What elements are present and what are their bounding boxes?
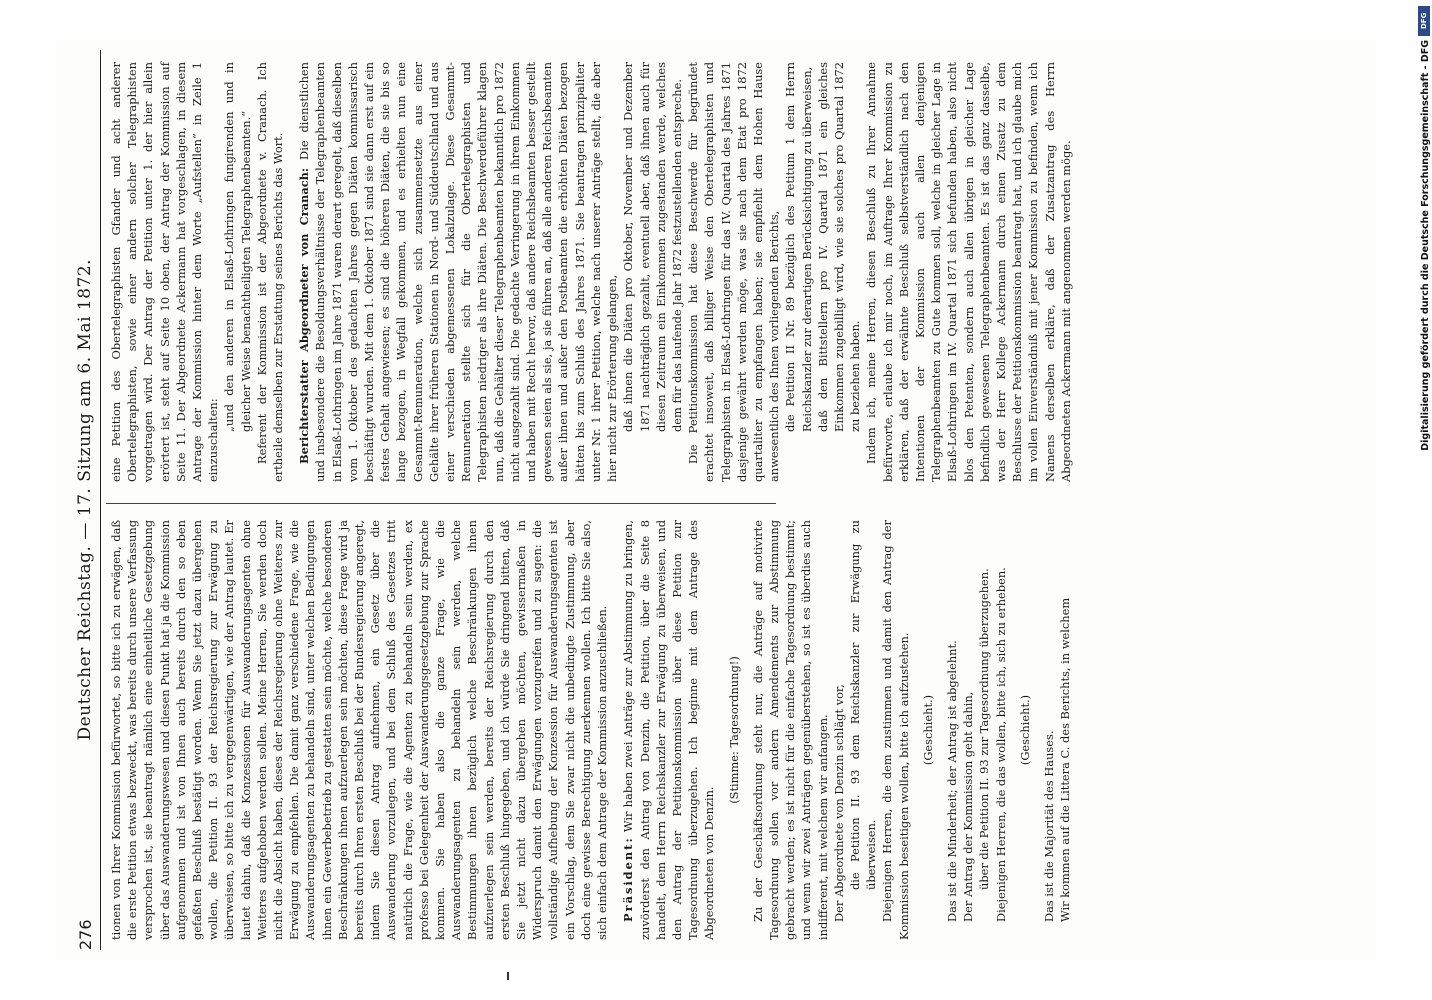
dfg-sidebar (1416, 0, 1432, 1000)
quoted-amendment: „und den anderen in Elsaß-Lothringen fungirenden und in gleicher Weise benachtheiligten Telegraphenbeamten.“ (222, 62, 253, 432)
president-paragraph (620, 520, 717, 940)
page-number: 276 (75, 919, 95, 950)
rapporteur-paragraph (296, 62, 620, 482)
paragraph: Indem ich, meine Herren, diesen Beschluß zu Ihrer Annahme befürworte, erlaube ich mir noch, im Auftrage Ihrer Kommission zu erklären, daß der erwähnte Beschluß selbstverständlich nach den Intentionen der Kommission auch allen denjenigen Telegraphenbeamten zu Gute kommen soll, welche in gleicher Lage in Elsaß-Lothringen im IV. Quartal 1871 sich befunden haben, also nicht blos den Petenten, sondern auch allen übrigen in gleicher Lage befindlich gewesenen Telegraphenbeamten. Es ist das ganz dasselbe, was der Herr Kollege Ackermann durch einen Zusatz zu dem Beschlusse der Petitionskommission beantragt hat, und ich glaube mich im vollen Einverständniß mit jener Kommission zu befinden, wenn ich Namens derselben erkläre, daß der Zusatzantrag des Herrn Abgeordneten Ackermann mit angenommen werden möge. (864, 62, 1073, 482)
interjection: (Stimme: Tagesordnung!) (726, 656, 741, 804)
speaker-name: Berichterstatter Abgeordneter von Cranach: (297, 167, 312, 464)
speaker-name: Präsident: (621, 836, 636, 922)
paragraph: Die Petitionskommission hat diese Beschwerde für begründet erachtet insoweit, daß billiger Weise den Obertelegraphisten und Telegraphisten in Elsaß-Lothringen für das IV. Quartal des Jahres 1871 dasjenige gewährt werden möge, was sie nach dem Etat pro 1872 quartaliter zu empfangen haben; sie empfiehlt dem Hohen Hause anwesentlich des Ihnen vorliegenden Berichts, (686, 62, 782, 482)
column-divider (106, 503, 776, 504)
quoted-motion: über die Petition II. 93 zur Tagesordnung überzugehen. (977, 568, 992, 890)
paragraph: eine Petition des Obertelegraphisten Gfander und acht anderer Obertelegraphisten, sowie einer andern solcher Telegraphisten vorgetragen wird. Der Antrag der Petition unter 1. der hier allein erörtert ist, steht auf Seite 10 oben, der Antrag der Kommission auf Seite 11. Der Abgeordnete Ackermann hat vorgeschlagen, in diesem Antrage der Kommission hinter dem Worte „Aufstellen“ in Zeile 1 einzuschalten: (109, 62, 221, 482)
quoted-motion: daß den Bittstellern pro IV. Quartal 1871 ein gleiches Einkommen zugebilligt wird, wie sie solches pro Quartal 1872 zu beziehen haben. (815, 62, 863, 432)
paragraph: Der Abgeordnete von Denzin schlägt vor, (831, 684, 846, 922)
quoted-motion: die Petition II Nr. 89 bezüglich des Petitum 1 dem Herrn Reichskanzler zur derartigen Berücksichtigung zu überweisen, (783, 62, 814, 432)
right-column (108, 62, 1340, 482)
left-column (108, 520, 1340, 940)
document-page (56, 40, 1376, 960)
dfg-credit-text: Digitalisierung gefördert durch die Deutsche Forschungsgemeinschaft - DFG (1420, 40, 1431, 451)
speech-text: Wir haben zwei Anträge zur Abstimmung zu bringen, zuvörderst den Antrag von Denzin, die Petition, über die Seite 8 handelt, dem Herrn Reichskanzler zur Erwägung zu überweisen, und den Antrag der Petitionskommission über diese Petition zur Tagesordnung überzugehen. Ich beginne mit dem Antrage des Abgeordneten von Denzin. (621, 520, 717, 940)
paragraph: Diejenigen Herren, die das wollen, bitte ich, sich zu erheben. (993, 567, 1008, 922)
dfg-logo: DFG (1418, 6, 1430, 36)
paragraph: Wir kommen auf die Littera C. des Berichts, in welchem (1058, 597, 1073, 922)
paragraph: Zu der Geschäftsordnung steht nur, die Anträge auf motivirte Tagesordnung sollen vor andern Amendements zur Abstimmung gebracht werden; es ist nicht für die einfache Tagesordnung bestimmt; und wenn wir zwei Anträgen gegenüberstehen, so ist es überdies auch indifferent, mit welchem wir anfangen. (750, 520, 830, 940)
paragraph: tionen von Ihrer Kommission befürwortet, so bitte ich zu erwägen, daß die erste Petition etwas bezweckt, was bereits durch unsere Verfassung versprochen ist, sie beantragt nämlich eine einheitliche Gesetzgebung über das Auswanderungswesen und diesen Punkt hat ja die Kommission aufgenommen und ist von Ihnen auch bereits durch den so eben gefaßten Beschluß bestätigt worden. Wenn Sie jetzt dazu übergehen wollen, die Petition II. 93 der Reichsregierung zur Erwägung zu überweisen, so bitte ich zu vergegenwärtigen, wie der Antrag lautet. Er lautet dahin, daß die Konzessionen für Auswanderungsagenten ohne Weiteres aufgehoben werden sollen. Meine Herren, Sie werden doch nicht die Absicht haben, dieses der Reichsregierung ohne Weiteres zur Erwägung zu empfehlen. Die damit ganz verschiedene Frage, wie die Auswanderungsagenten zu behandeln sind, unter welchen Bedingungen ihnen ein Gewerbebetrieb zu gestatten sein möchte, welche besonderen Beschränkungen ihnen aufzuerlegen sein möchten, diese Frage wird ja bereits durch Ihren ersten Beschluß bei der Bundesregierung angeregt, indem Sie diesen Antrag aufnehmen, ein Gesetz über die Auswanderung vorzulegen, und bei dem Schluß des Gesetzes tritt natürlich die Frage, wie die Agenten zu behandeln sein werden, ex professo bei Gelegenheit der Auswanderungsgesetzgebung zur Sprache kommen. Sie haben also die ganze Frage, wie die Auswanderungsagenten zu behandeln sein werden, welche Bestimmungen ihnen bezüglich welche Beschränkungen ihnen aufzuerlegen sein werden, bereits der Reichsregierung durch den ersten Beschluß hingegeben, und ich würde Sie dringend bitten, daß Sie jetzt nicht dazu übergehen möchten, gewissermaßen in Widerspruch damit den Erwägungen vorzugreifen und zu sagen: die vollständige Aufhebung der Konzession für Auswanderungsagenten ist ein Vorschlag, dem Sie zwar nicht die unbedingte Zustimmung, aber doch eine gewisse Berechtigung zuerkennen wollen. Ich bitte Sie also, sich einfach dem Antrage der Kommission anzuschließen. (109, 520, 610, 940)
paragraph: Das ist die Minderheit; der Antrag ist abgelehnt. (944, 640, 959, 922)
page-title: Deutscher Reichstag. — 17. Sitzung am 6. Mai 1872. (75, 258, 95, 741)
quoted-motion: die Petition II. 93 dem Reichskanzler zur Erwägung zu überweisen. (847, 520, 879, 890)
paragraph: Referent der Kommission ist der Abgeordnete v. Cranach. Ich ertheile demselben zur Erstattung seines Berichts das Wort. (254, 62, 286, 482)
stage-direction: (Geschieht.) (1017, 694, 1032, 766)
scan-mark (507, 972, 509, 980)
paragraph: Das ist die Majorität des Hauses. (1041, 730, 1056, 922)
speech-text: Die dienstlichen und insbesondere die Besoldungsverhältnisse der Telegraphenbeamten in Elsaß-Lothringen im Jahre 1871 waren derart geregelt, daß dieselben vom 1. Oktober des gedachten Jahres gegen Diäten kommissarisch beschäftigt wurden. Mit dem 1. Oktober 1871 sind sie dann erst auf ein festes Gehalt angewiesen; es sind die höheren Diäten, die sie bis so lange bezogen, in Wegfall gekommen, und es erhielten nun eine Gesammt-Remuneration, welche sich zusammensetzte aus einer Gehälte ihrer früheren Stationen in Nord- und Süddeutschland und aus einer verschieden abgemessenen Lokalzulage. Diese Gesammt-Remuneration stellte sich für die Obertelegraphisten und Telegraphisten niedriger als ihre Diäten. Die Beschwerdeführer klagen nun, daß die Gehälter dieser Telegraphenbeamten bekanntlich pro 1872 nicht ausgezahlt sind. Die gedachte Verringerung in ihrem Einkommen und haben mit Recht hervor, daß andere Reichsbeamten besser gestellt gewesen seien als sie, ja sie führen an, daß alle anderen Reichsbeamten außer ihnen und außer den Postbeamten die erhöhten Diäten bezogen hätten bis zum Schluß des Jahres 1871. Sie beantragen prinzipaliter unter Nr. 1 ihrer Petition, welche nach unserer Anträge stellt, die aber hier nicht zur Erörterung gelangen, (297, 62, 620, 482)
paragraph: Der Antrag der Kommission geht dahin, (961, 691, 976, 922)
paragraph: Diejenigen Herren, die dem zustimmen und damit den Antrag der Kommission beseitigen wollen, bitte ich aufzustehen. (880, 520, 911, 940)
page-header (70, 50, 101, 950)
quoted-petition: daß ihnen die Diäten pro Oktober, November und Dezember 1871 nachträglich gezahlt, eventuell aber, daß ihnen auch für diesen Zeitraum ein Einkommen zugestanden werde, welches dem für das laufende Jahr 1872 festzustellenden entspreche. (621, 62, 684, 432)
stage-direction: (Geschieht.) (920, 694, 935, 766)
